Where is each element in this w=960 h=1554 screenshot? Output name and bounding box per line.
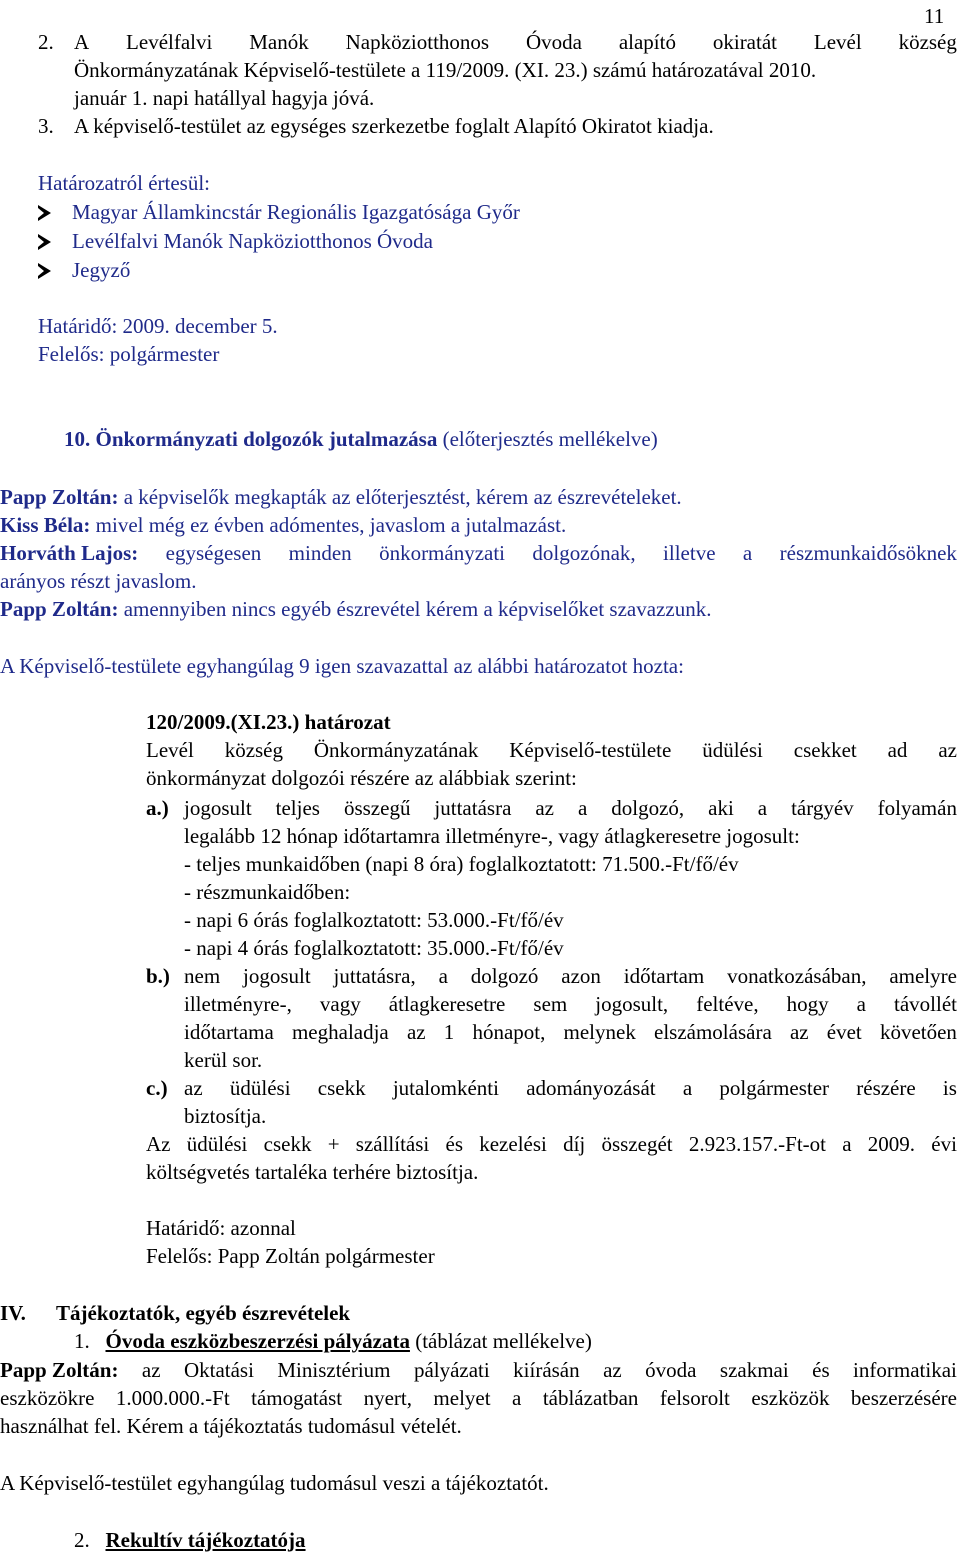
word: aki [708,796,734,820]
word: Levél [146,738,194,762]
word: azon [561,964,601,988]
word: melyet [433,1386,491,1410]
word: a [512,1386,522,1410]
item-2-line-3: január 1. napi hatállyal hagyja jóvá. [74,86,375,110]
word: minden [288,541,352,565]
point-b-line [184,962,957,990]
cost-line [146,1130,957,1158]
word: vagy [319,992,361,1016]
word: jogosult, [595,992,669,1016]
word: 2.923.157.-Ft-ot [688,1132,826,1156]
point-b-line [184,990,957,1018]
deadline: Határidő: 2009. december 5. [38,314,278,338]
word: részére [856,1076,916,1100]
word: hónapot, [472,1020,546,1044]
word: illetményre-, [184,992,292,1016]
point-a-line: - teljes munkaidőben (napi 8 óra) foglalkoztatott: 71.500.-Ft/fő/év [184,852,739,876]
word: időtartama [184,1020,274,1044]
word: önkormányzati [379,541,506,565]
resolution-intro-cont: önkormányzat dolgozói részére az alábbiak szerint: [146,766,577,790]
point-c-line: biztosítja. [184,1104,267,1128]
word: Papp Zoltán: [0,1358,119,1382]
speech-horvath-cont: arányos részt javaslom. [0,569,197,593]
word: évet [826,1020,862,1044]
speech-papp-2: Papp Zoltán: amennyiben nincs egyéb észrevétel kérem a képviselőket szavazzunk. [0,597,712,621]
word: átlagkeresetre [388,992,506,1016]
word: összegű [343,796,411,820]
item-3-number: 3. [38,114,54,138]
word: egységesen [165,541,262,565]
speech-horvath [0,539,957,567]
word: teljes [275,796,320,820]
word: elszámolására [654,1020,772,1044]
word: a [742,541,753,565]
word: az [184,1076,203,1100]
responsible: Felelős: polgármester [38,342,220,366]
point-a-line [184,794,957,822]
word: évi [931,1132,957,1156]
word: és [812,1358,830,1382]
word: beszerzésére [850,1386,957,1410]
word: illetve [663,541,716,565]
word: Napköziotthonos [345,30,490,54]
point-a-label: a.) [146,796,169,820]
word: község [224,738,284,762]
word: Képviselő-testülete [509,738,672,762]
word: Levélfalvi [126,30,213,54]
word: követően [879,1020,957,1044]
word: az [603,1358,622,1382]
item-2-number: 2. [38,30,54,54]
word: nem [184,964,221,988]
resolution-number: 120/2009.(XI.23.) határozat [146,710,391,734]
section-iv-title: Tájékoztatók, egyéb észrevételek [56,1301,351,1325]
word: szállítási [355,1132,430,1156]
resolution-responsible: Felelős: Papp Zoltán polgármester [146,1244,435,1268]
notify-item: Jegyző [38,256,130,284]
resolution-deadline: Határidő: azonnal [146,1216,296,1240]
word: Az [146,1132,171,1156]
point-b-line: kerül sor. [184,1048,263,1072]
word: 1 [443,1020,455,1044]
word: felsorolt [659,1386,730,1410]
word: juttatásra, [333,964,416,988]
word: Óvoda [525,30,582,54]
word: Minisztérium [277,1358,391,1382]
word: nyert, [363,1386,412,1410]
cost-line-cont: költségvetés tartaléka terhére biztosítja. [146,1160,479,1184]
word: dolgozó [470,964,539,988]
word: az [789,1020,809,1044]
word: csekket [793,738,857,762]
word: eszközökre [0,1386,95,1410]
word: pályázati [413,1358,490,1382]
point-a-line: - napi 6 órás foglalkoztatott: 53.000.-Ft/fő/év [184,908,564,932]
word: dolgozó, [611,796,685,820]
word: az [938,738,957,762]
section-iv-item-2: 2. Rekultív tájékoztatója [74,1528,306,1552]
word: vonatkozásában, [727,964,867,988]
item-3-text: A képviselő-testület az egységes szerkezetbe foglalt Alapító Okiratot kiadja. [74,114,714,138]
bullet-arrow-icon [38,263,51,279]
speech-papp-3-line [0,1384,957,1412]
word: az [141,1358,161,1382]
word: jogosult [243,964,311,988]
section-iv-number: IV. [0,1301,26,1325]
point-a-line: - napi 4 órás foglalkoztatott: 35.000.-Ft/fő/év [184,936,564,960]
word: tárgyév [791,796,854,820]
word: kiírásán [513,1358,580,1382]
word: jogosult [184,796,252,820]
notify-item: Levélfalvi Manók Napköziotthonos Óvoda [38,227,433,255]
word: eszközök [751,1386,830,1410]
word: polgármester [719,1076,830,1100]
point-c-line [184,1074,957,1102]
word: folyamán [877,796,957,820]
word: Levél [813,30,862,54]
word: üdülési [702,738,763,762]
word: amelyre [889,964,957,988]
speech-kiss: Kiss Béla: mivel még ez évben adómentes, javaslom a jutalmazást. [0,513,567,537]
speech-papp-3 [0,1356,957,1384]
word: alapító [618,30,676,54]
word: üdülési [186,1132,248,1156]
word: a [842,1132,852,1156]
word: juttatásra [434,796,512,820]
page-number: 11 [924,4,945,28]
section-iv-item-1: 1. Óvoda eszközbeszerzési pályázata (táblázat mellékelve) [74,1329,592,1353]
word: részmunkaidősöknek [779,541,957,565]
word: táblázatban [542,1386,639,1410]
word: ad [887,738,908,762]
word: és [445,1132,463,1156]
word: 1.000.000.-Ft [115,1386,230,1410]
word: A [74,30,90,54]
bullet-arrow-icon [38,234,51,250]
word: hogy [786,992,829,1016]
word: Manók [249,30,309,54]
speech-papp-1: Papp Zoltán: a képviselők megkapták az előterjesztést, kérem az észrevételeket. [0,485,682,509]
word: csekk [263,1132,312,1156]
point-b-line [184,1018,957,1046]
word: a [757,796,768,820]
word: távollét [894,992,957,1016]
point-c-label: c.) [146,1076,168,1100]
word: időtartam [623,964,705,988]
word: adományozását [526,1076,656,1100]
word: + [327,1132,340,1156]
word: okiratát [712,30,777,54]
word: kezelési [479,1132,547,1156]
word: Oktatási [183,1358,254,1382]
word: összegét [601,1132,673,1156]
word: 2009. [867,1132,916,1156]
word: feltéve, [696,992,759,1016]
word: a [577,796,588,820]
word: óvoda [645,1358,697,1382]
vote-result-2: A Képviselő-testület egyhangúlag tudomásul veszi a tájékoztatót. [0,1471,549,1495]
word: jutalomkénti [392,1076,499,1100]
word: Horváth Lajos: [0,541,139,565]
resolution-intro [146,736,957,764]
bullet-arrow-icon [38,205,51,221]
point-a-line: - részmunkaidőben: [184,880,351,904]
word: támogatást [251,1386,343,1410]
speech-papp-3-line: használhat fel. Kérem a tájékoztatás tudomásul vételét. [0,1414,462,1438]
point-b-label: b.) [146,964,170,988]
word: község [898,30,957,54]
word: díj [563,1132,586,1156]
word: informatikai [853,1358,957,1382]
word: Önkormányzatának [313,738,479,762]
point-a-line: legalább 12 hónap időtartamra illetményre-, vagy átlagkeresetre jogosult: [184,824,800,848]
vote-result: A Képviselő-testülete egyhangúlag 9 igen szavazattal az alábbi határozatot hozta: [0,654,684,678]
notify-item: Magyar Államkincstár Regionális Igazgatósága Győr [38,198,520,226]
word: sem [533,992,568,1016]
notify-heading: Határozatról értesül: [38,171,210,195]
topic-10-heading: 10. Önkormányzati dolgozók jutalmazása (előterjesztés mellékelve) [64,427,658,451]
word: meghaladja [291,1020,389,1044]
word: a [856,992,866,1016]
word: melynek [563,1020,636,1044]
word: az [535,796,555,820]
item-2-line-2: Önkormányzatának Képviselő-testülete a 119/2009. (XI. 23.) számú határozatával 2010. [74,58,817,82]
word: is [942,1076,957,1100]
item-2-line-1 [74,28,957,56]
word: üdülési [229,1076,291,1100]
word: a [438,964,448,988]
word: csekk [317,1076,366,1100]
word: a [682,1076,693,1100]
word: az [406,1020,426,1044]
word: dolgozónak, [532,541,636,565]
word: szakmai [719,1358,789,1382]
